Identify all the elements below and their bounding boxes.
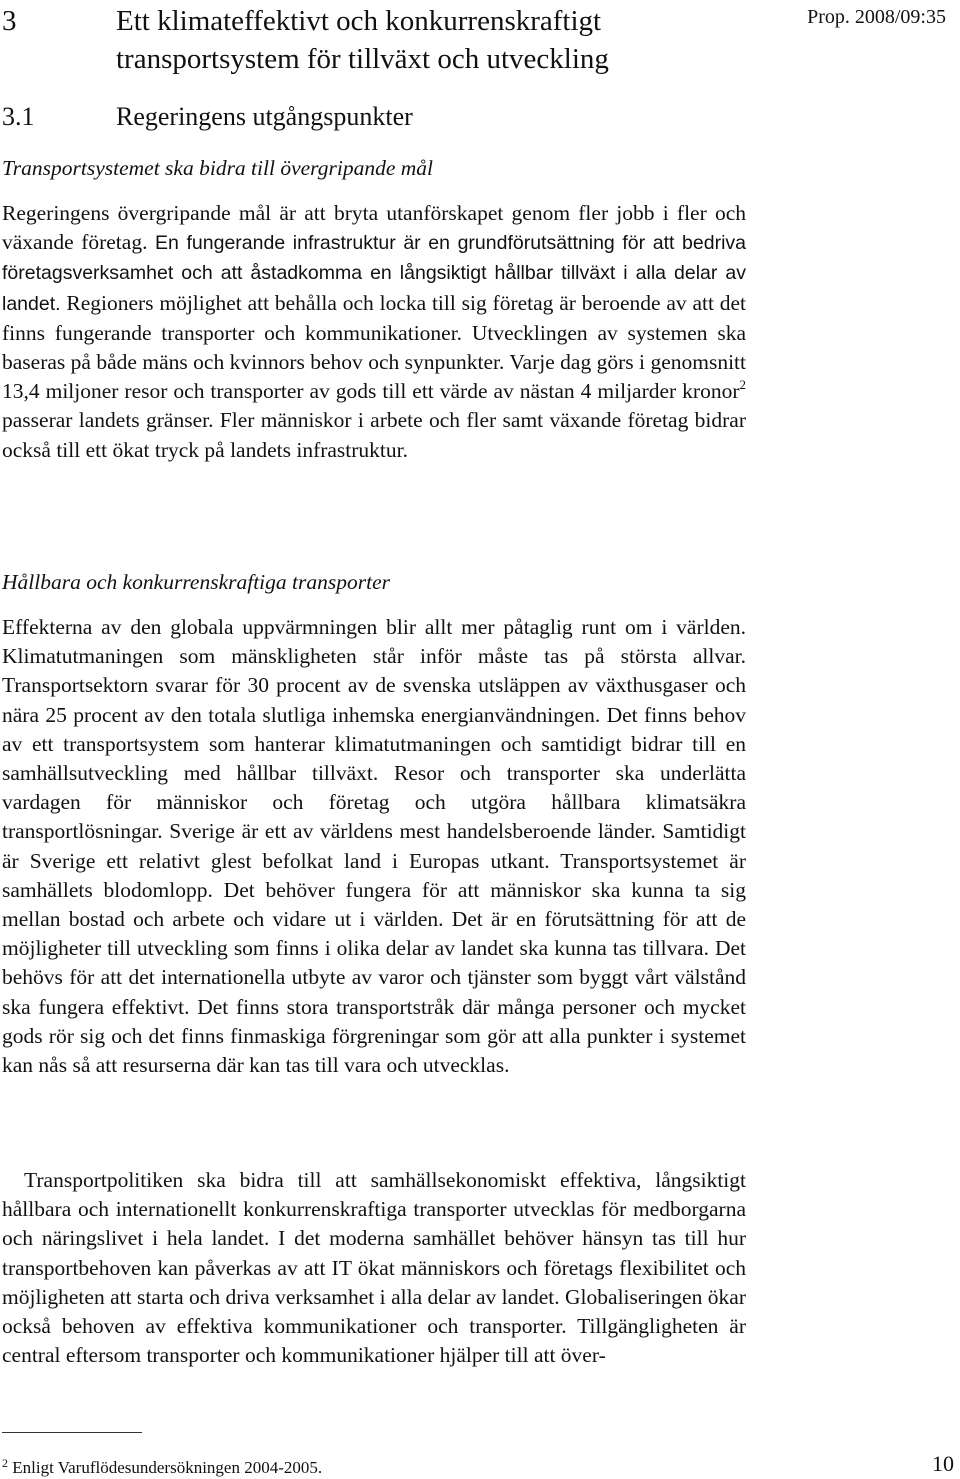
paragraph-goals-part3: Regioners möjlighet att behålla och locka till sig företag är beroende av att det finns fungerande transporter och kommunikationer. Utvecklingen av systemen ska baseras på både mäns och kvinnors behov och synpunkter. Varje dag görs i genomsnitt 13,4 miljoner resor och transporter av gods till ett värde av nästan 4 miljarder kronor — [2, 290, 747, 404]
paragraph-climate: Effekterna av den globala uppvärmningen blir allt mer påtaglig runt om i världen. Klimatutmaningen som mänskligheten står inför måste tas på största allvar. Transportsektorn svarar för 30 procent av de svenska utsläppen av växthusgaser och nära 25 procent av den totala slutliga inhemska energianvändningen. Det finns behov av ett transportsystem som hanterar klimatutmaningen och samtidigt bidrar till en samhällsutveckling med hållbar tillväxt. Resor och transporter ska underlätta vardagen för människor och företag och utgöra hållbara klimatsäkra transportlösningar. Sverige är ett av världens mest handelsberoende länder. Samtidigt är Sverige ett relativt glest befolkat land i Europas utkant. Transportsystemet är samhällets blodomlopp. Det behöver fungera för att människor ska kunna ta sig mellan bostad och arbete och vidare ut i världen. Det är en förutsättning för att de möjligheter till utveckling som finns i olika delar av landet ska kunna tas tillvara. Det behövs för att det internationella utbyte av varor och tjänster som byggt vårt välstånd ska fungera effektivt. Det finns stora transportstråk där många personer och mycket gods rör sig och det finns finmaskiga förgreningar som gör att alla punkter i systemet kan nås så att resurserna där kan tas till vara och utvecklas. — [2, 615, 746, 1078]
subheading-overarching-goals: Transportsystemet ska bidra till övergripande mål — [2, 156, 433, 180]
paragraph-goals-part1: Regeringens övergripande mål är att bryta utanförskapet genom fler jobb i fler och växande företag. — [2, 201, 746, 255]
footnote-text: Enligt Varuflödesundersökningen 2004-2005. — [12, 1458, 323, 1477]
proposition-reference: Prop. 2008/09:35 — [807, 6, 946, 28]
footnote-divider — [2, 1432, 142, 1433]
footnote-marker: 2 — [2, 1456, 8, 1470]
paragraph-goals-part4: passerar landets gränser. Fler människor i arbete och fler samt växande företag bidrar också till ett ökat tryck på landets infrastruktur. — [2, 408, 746, 462]
paragraph-goals-part2: En fungerande infrastruktur är en grundförutsättning för att bedriva företagsverksamhet och att åstadkomma en långsiktigt hållbar tillväxt i alla delar av landet. — [2, 232, 747, 315]
paragraph-transport-policy: Transportpolitiken ska bidra till att samhällsekonomiskt effektiva, långsiktigt hållbara och internationellt konkurrenskraftiga transporter utvecklas för medborgarna och näringslivet i hela landet. I det moderna samhället behöver hänsyn tas till hur transportbehoven kan påverkas av att IT ökat människors och företags flexibilitet och möjligheten att starta och driva verksamhet i alla delar av landet. Globaliseringen ökar också behoven av effektiva kommunikationer och transporter. Tillgängligheten är central eftersom transporter och kommunikationer hjälper till att över- — [2, 1168, 746, 1368]
footnote-reference: 2 — [739, 377, 746, 393]
paragraph-goals — [2, 199, 746, 465]
chapter-title: Ett klimateffektivt och konkurrenskraftigt transportsystem för tillväxt och utveckling — [116, 5, 609, 75]
footnote — [2, 1457, 322, 1479]
page-number: 10 — [932, 1451, 954, 1476]
subheading-sustainable-transport: Hållbara och konkurrenskraftiga transporter — [2, 570, 390, 594]
section-number: 3.1 — [2, 102, 35, 131]
section-title: Regeringens utgångspunkter — [116, 102, 413, 131]
chapter-number: 3 — [2, 5, 17, 37]
